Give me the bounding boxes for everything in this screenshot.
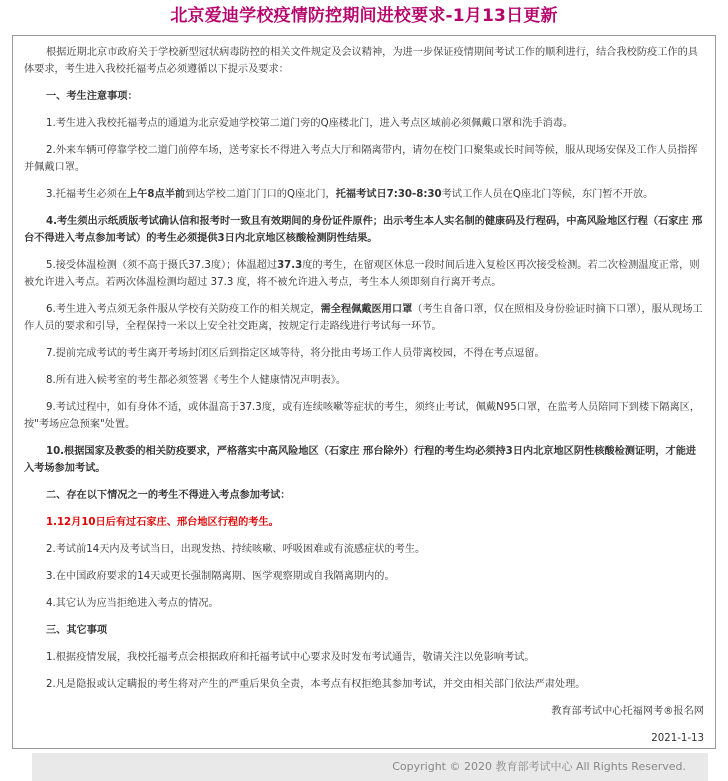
notice-item-5 — [24, 257, 705, 291]
notice-item-6-part1: 6.考生进入考点须无条件服从学校有关防疫工作的相关规定， — [46, 304, 321, 315]
restriction-item-2: 2.考试前14天内及考试当日，出现发热、持续咳嗽、呼吸困难或有流感症状的考生。 — [46, 544, 426, 555]
other-item-2: 2.凡是隐报或认定瞒报的考生将对产生的严重后果负全责，本考点有权拒绝其参加考试，并交由相关部门依法严肃处理。 — [46, 679, 586, 690]
notice-item-10: 10.根据国家及教委的相关防疫要求，严格落实中高风险地区（石家庄 邢台除外）行程的考生均必须持3日内北京地区阴性核酸检测证明，才能进入考场参加考试。 — [24, 446, 697, 474]
section-heading-other: 三、其它事项 — [46, 625, 108, 636]
copyright-footer: Copyright © 2020 教育部考试中心 All Rights Reserved. — [32, 753, 708, 781]
other-item-1: 1.根据疫情发展，我校托福考点会根据政府和托福考试中心要求及时发布考试通告，敬请关注以免影响考试。 — [46, 652, 535, 663]
notice-item-5-part3: 度的考生，在留观区休息一段时间后进入复检区再次接受检测。若二次检测温度正常，则被允许进入考点。若两次体温检测均超过 37.3 度，将不被允许进入考点，考生本人须即刻自行离开考点。 — [24, 260, 700, 288]
notice-item-3 — [24, 186, 705, 203]
notice-item-5-part1: 5.接受体温检测（须不高于摄氏37.3度）；体温超过 — [46, 260, 278, 271]
restriction-item-1: 1.12月10日后有过石家庄、邢台地区行程的考生。 — [46, 517, 279, 528]
notice-item-3-time: 上午8点半前 — [127, 189, 186, 200]
notice-item-6-part3: （考生自备口罩，仅在照相及身份验证时摘下口罩），服从现场工作人员的要求和引导，全程保持一米以上安全社交距离，按规定行走路线进行考试每一环节。 — [24, 304, 703, 332]
signature-date: 2021-1-13 — [651, 733, 704, 744]
notice-item-1: 1.考生进入我校托福考点的通道为北京爱迪学校第二道门旁的Q座楼北门，进入考点区域前必须佩戴口罩和洗手消毒。 — [46, 118, 574, 129]
restriction-item-4: 4.其它认为应当拒绝进入考点的情况。 — [46, 598, 219, 609]
notice-item-3-exam-time: 托福考试日7:30-8:30 — [335, 189, 442, 200]
notice-panel — [12, 35, 716, 749]
section-heading-restrictions: 二、存在以下情况之一的考生不得进入考点参加考试： — [46, 490, 291, 501]
notice-item-8: 8.所有进入候考室的考生都必须签署《考生个人健康情况声明表》。 — [46, 375, 347, 386]
intro-paragraph: 根据近期北京市政府关于学校新型冠状病毒防控的相关文件规定及会议精神，为进一步保证疫情期间考试工作的顺利进行，结合我校防疫工作的具体要求，考生进入我校托福考点必须遵循以下提示及要求： — [24, 47, 698, 75]
notice-item-3-part3: 到达学校二道门门口的Q座北门， — [185, 189, 336, 200]
signature-org: 教育部考试中心托福网考®报名网 — [551, 706, 704, 717]
section-heading-notes: 一、考生注意事项： — [46, 91, 138, 102]
notice-item-6-mask: 需全程佩戴医用口罩 — [320, 304, 413, 315]
notice-item-9: 9.考试过程中，如有身体不适，或体温高于37.3度，或有连续咳嗽等症状的考生，须终止考试，佩戴N95口罩，在监考人员陪同下到楼下隔离区，按"考场应急预案"处置。 — [24, 402, 701, 430]
notice-item-3-part5: 考试工作人员在Q座北门等候，东门暂不开放。 — [441, 189, 654, 200]
restriction-item-3: 3.在中国政府要求的14天或更长强制隔离期、医学观察期或自我隔离期内的。 — [46, 571, 395, 582]
notice-item-3-part1: 3.托福考生必须在 — [46, 189, 128, 200]
page-title: 北京爱迪学校疫情防控期间进校要求-1月13日更新 — [170, 6, 558, 26]
notice-item-2: 2.外来车辆可停靠学校二道门前停车场，送考家长不得进入考点大厅和隔离带内，请勿在校门口聚集或长时间等候，服从现场安保及工作人员指挥并佩戴口罩。 — [24, 145, 698, 173]
notice-item-5-temp: 37.3 — [277, 260, 303, 271]
notice-item-7: 7.提前完成考试的考生离开考场封闭区后到指定区域等待，将分批由考场工作人员带离校园，不得在考点逗留。 — [46, 348, 545, 359]
notice-item-4: 4.考生须出示纸质版考试确认信和报考时一致且有效期间的身份证件原件；出示考生本人实名制的健康码及行程码，中高风险地区行程（石家庄 邢台不得进入考点参加考试）的考生必须提供3日内北京地区核酸检测阴性结果。 — [24, 216, 703, 244]
notice-item-6 — [24, 301, 705, 335]
